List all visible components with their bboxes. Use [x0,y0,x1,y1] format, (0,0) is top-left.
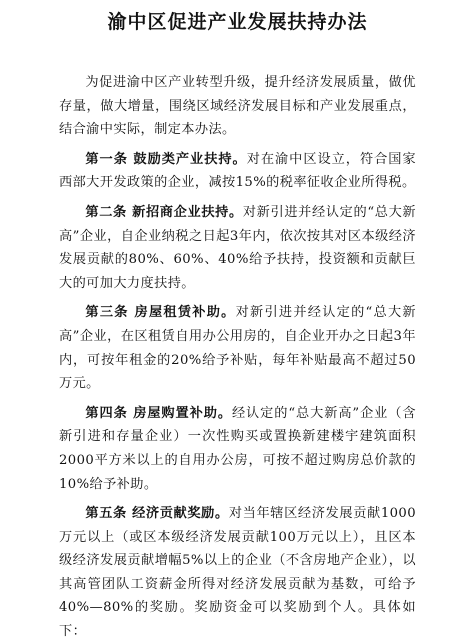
article-2-heading: 第二条 新招商企业扶持。 [85,204,243,220]
article-1-heading: 第一条 鼓励类产业扶持。 [85,151,247,167]
preamble-paragraph: 为促进渝中区产业转型升级，提升经济发展质量，做优存量，做大增量，围绕区域经济发展目标和产业发展重点，结合渝中实际，制定本办法。 [59,75,416,138]
article-3 [59,301,416,395]
article-5 [59,502,416,644]
article-1-text: 对在渝中区设立，符合国家西部大开发政策的企业，减按15%的税率征收企业所得税。 [59,151,416,191]
article-4-text: 经认定的“总大新高”企业（含新引进和存量企业）一次性购买或置换新建楼宇建筑面积2000平方米以上的自用办公房，可按不超过购房总价款的10%给予补助。 [59,405,416,492]
article-2 [59,201,416,295]
article-3-text: 对新引进并经认定的“总大新高”企业，在区租赁自用办公用房的，自企业开办之日起3年内，可按年租金的20%给予补贴，每年补贴最高不超过50万元。 [59,305,416,392]
article-5-text: 对当年辖区经济发展贡献1000万元以上（或区本级经济发展贡献100万元以上），且区本级经济发展贡献增幅5%以上的企业（不含房地产企业），以其高管团队工资薪金所得对经济发展贡献为基数，可给予40%—80%的奖励。奖励资金可以奖励到个人。具体如下： [59,506,416,640]
article-4 [59,402,416,496]
document-title: 渝中区促进产业发展扶持办法 [107,11,368,33]
article-5-heading: 第五条 经济贡献奖励。 [85,506,229,522]
article-4-heading: 第四条 房屋购置补助。 [85,405,232,421]
article-3-heading: 第三条 房屋租赁补助。 [85,305,236,321]
article-2-text: 对新引进并经认定的“总大新高”企业，自企业纳税之日起3年内，依次按其对区本级经济发展贡献的80%、60%、40%给予扶持，投资额和贡献巨大的可加大力度扶持。 [59,204,416,291]
document-body [59,71,416,644]
article-1 [59,148,416,195]
